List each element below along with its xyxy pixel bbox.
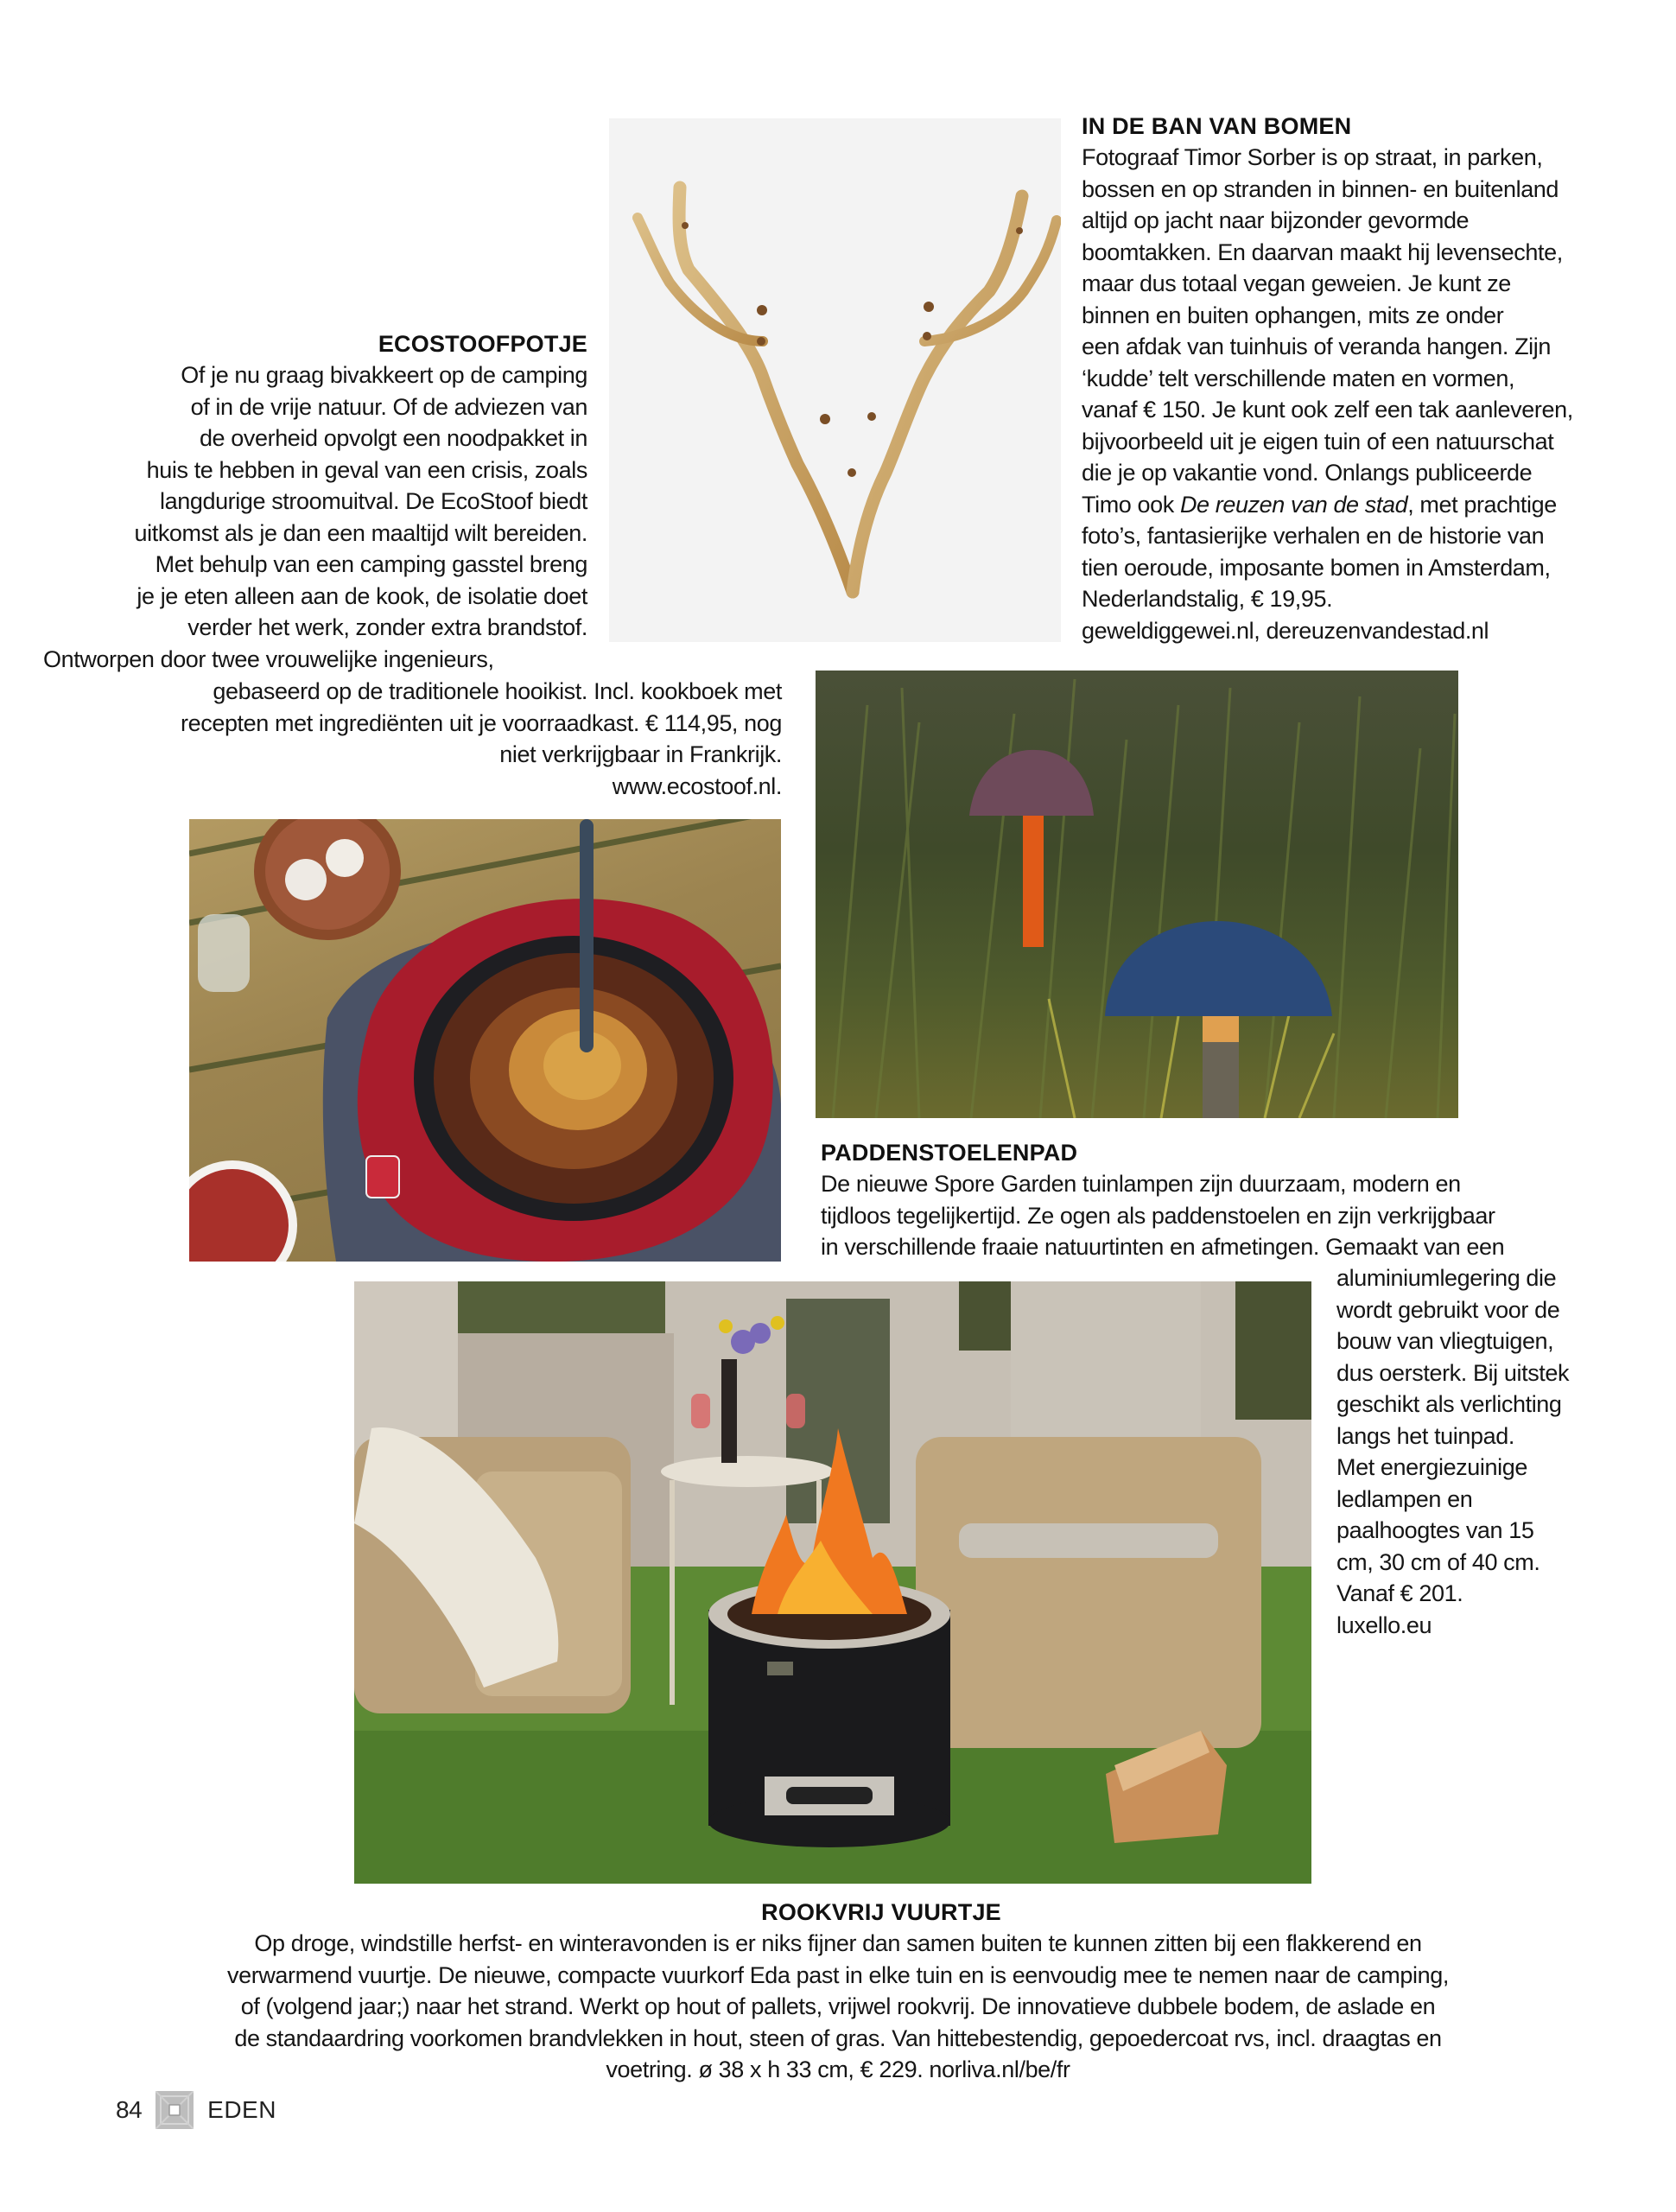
body-line: Met behulp van een camping gasstel breng: [155, 551, 587, 577]
magazine-brand: EDEN: [207, 2096, 276, 2123]
body-line: aluminiumlegering die: [1336, 1265, 1557, 1291]
website-link[interactable]: luxello.eu: [1336, 1611, 1432, 1638]
body-line: dus oersterk. Bij uitstek: [1336, 1359, 1570, 1386]
body-line: Nederlandstalig, € 19,95.: [1082, 586, 1333, 612]
body-line: een afdak van tuinhuis of veranda hangen. Zijn: [1082, 334, 1551, 359]
article-heading: ECOSTOOFPOTJE: [378, 331, 587, 357]
body-line-with-book-title: [1082, 489, 1635, 521]
body-line: Vanaf € 201.: [1336, 1580, 1463, 1606]
body-line: altijd op jacht naar bijzonder gevormde: [1082, 207, 1470, 233]
body-line: Fotograaf Timor Sorber is op straat, in parken,: [1082, 144, 1543, 170]
body-line: vanaf € 150. Je kunt ook zelf een tak aanleveren,: [1082, 397, 1573, 423]
smokeless-firepit-garden-photo: [354, 1281, 1311, 1884]
body-line: Op droge, windstille herfst- en winteravonden is er niks fijner dan samen buiten te kunnen zitten bij een flakkerend en: [254, 1930, 1422, 1956]
body-line: tien oeroude, imposante bomen in Amsterdam,: [1082, 554, 1551, 581]
body-line: boomtakken. En daarvan maakt hij levensechte,: [1082, 238, 1563, 265]
article-heading: PADDENSTOELENPAD: [821, 1140, 1078, 1166]
body-line: bouw van vliegtuigen,: [1336, 1328, 1554, 1354]
website-link[interactable]: www.ecostoof.nl.: [612, 772, 782, 799]
body-line: huis te hebben in geval van een crisis, zoals: [146, 456, 587, 483]
eden-logo-icon: [156, 2091, 194, 2129]
article-ecostoofpotje-continued: [52, 676, 782, 802]
body-line: verder het werk, zonder extra brandstof.: [187, 614, 587, 640]
body-line: langs het tuinpad.: [1336, 1422, 1514, 1449]
article-heading: ROOKVRIJ VUURTJE: [761, 1899, 1001, 1925]
article-in-de-ban-van-bomen: [1082, 111, 1635, 646]
page-footer: [116, 2091, 276, 2129]
body-line: paalhoogtes van 15: [1336, 1517, 1534, 1543]
body-line: wordt gebruikt voor de: [1336, 1296, 1560, 1323]
body-line: foto’s, fantasierijke verhalen en de historie van: [1082, 523, 1545, 549]
body-line: bossen en op stranden in binnen- en buitenland: [1082, 175, 1559, 202]
body-line: ‘kudde’ telt verschillende maten en vormen,: [1082, 365, 1515, 391]
body-text: Timo ook: [1082, 491, 1180, 518]
body-line: De nieuwe Spore Garden tuinlampen zijn duurzaam, modern en: [821, 1171, 1461, 1197]
body-line: de overheid opvolgt een noodpakket in: [199, 425, 587, 451]
body-line: tijdloos tegelijkertijd. Ze ogen als paddenstoelen en zijn verkrijgbaar: [821, 1202, 1495, 1229]
body-line: Met energiezuinige: [1336, 1454, 1527, 1480]
article-rookvrij-vuurtje: [52, 1897, 1624, 2086]
body-line: bijvoorbeeld uit je eigen tuin of een natuurschat: [1082, 428, 1554, 454]
body-line: niet verkrijgbaar in Frankrijk.: [499, 741, 782, 767]
body-line: of (volgend jaar;) naar het strand. Werkt op hout of pallets, vrijwel rookvrij. De innovatieve dubbele bodem, de aslade en: [240, 1993, 1436, 2019]
body-line: in verschillende fraaie natuurtinten en afmetingen. Gemaakt van een: [821, 1234, 1505, 1260]
article-paddenstoelenpad-continued: [1336, 1262, 1630, 1641]
page-number: 84: [116, 2096, 143, 2123]
body-line: Of je nu graag bivakkeert op de camping: [181, 362, 587, 388]
body-line-with-link: voetring. ø 38 x h 33 cm, € 229. norliva.nl/be/fr: [606, 2056, 1070, 2082]
mushroom-garden-lamps-photo: [816, 671, 1458, 1118]
body-line: Ontworpen door twee vrouwelijke ingenieurs,: [43, 645, 494, 672]
ecostoof-stew-pot-photo: [189, 819, 781, 1262]
antler-illustration-icon: [609, 118, 1061, 642]
website-link[interactable]: geweldiggewei.nl, dereuzenvandestad.nl: [1082, 617, 1489, 644]
body-line: de standaardring voorkomen brandvlekken in hout, steen of gras. Van hittebestendig, gepoedercoat rvs, incl. draagtas en: [234, 2024, 1442, 2051]
body-text: , met prachtige: [1407, 491, 1557, 518]
body-line: recepten met ingrediënten uit je voorraadkast. € 114,95, nog: [181, 709, 782, 736]
body-line: geschikt als verlichting: [1336, 1391, 1562, 1417]
body-line: je je eten alleen aan de kook, de isolatie doet: [136, 582, 587, 609]
body-line: langdurige stroomuitval. De EcoStoof biedt: [160, 488, 587, 514]
article-ecostoofpotje: [43, 328, 587, 675]
body-line: uitkomst als je dan een maaltijd wilt bereiden.: [134, 519, 587, 546]
body-line: ledlampen en: [1336, 1485, 1473, 1512]
body-line: gebaseerd op de traditionele hooikist. Incl. kookboek met: [213, 678, 782, 704]
body-line: binnen en buiten ophangen, mits ze onder: [1082, 302, 1504, 328]
firepit-scene-icon: [354, 1281, 1311, 1884]
article-heading: IN DE BAN VAN BOMEN: [1082, 113, 1352, 139]
body-line: cm, 30 cm of 40 cm.: [1336, 1548, 1540, 1575]
body-line: maar dus totaal vegan geweien. Je kunt ze: [1082, 270, 1511, 296]
mushroom-lamps-scene-icon: [816, 671, 1458, 1118]
antler-wall-decoration-photo: [609, 118, 1061, 642]
body-line: die je op vakantie vond. Onlangs publiceerde: [1082, 460, 1533, 486]
stew-pot-scene-icon: [189, 819, 781, 1262]
body-line: of in de vrije natuur. Of de adviezen van: [190, 393, 587, 420]
article-paddenstoelenpad: [821, 1137, 1598, 1263]
body-line: verwarmend vuurtje. De nieuwe, compacte vuurkorf Eda past in elke tuin en is eenvoudig mee te nemen naar de camping,: [227, 1961, 1449, 1988]
book-title: De reuzen van de stad: [1179, 491, 1408, 518]
